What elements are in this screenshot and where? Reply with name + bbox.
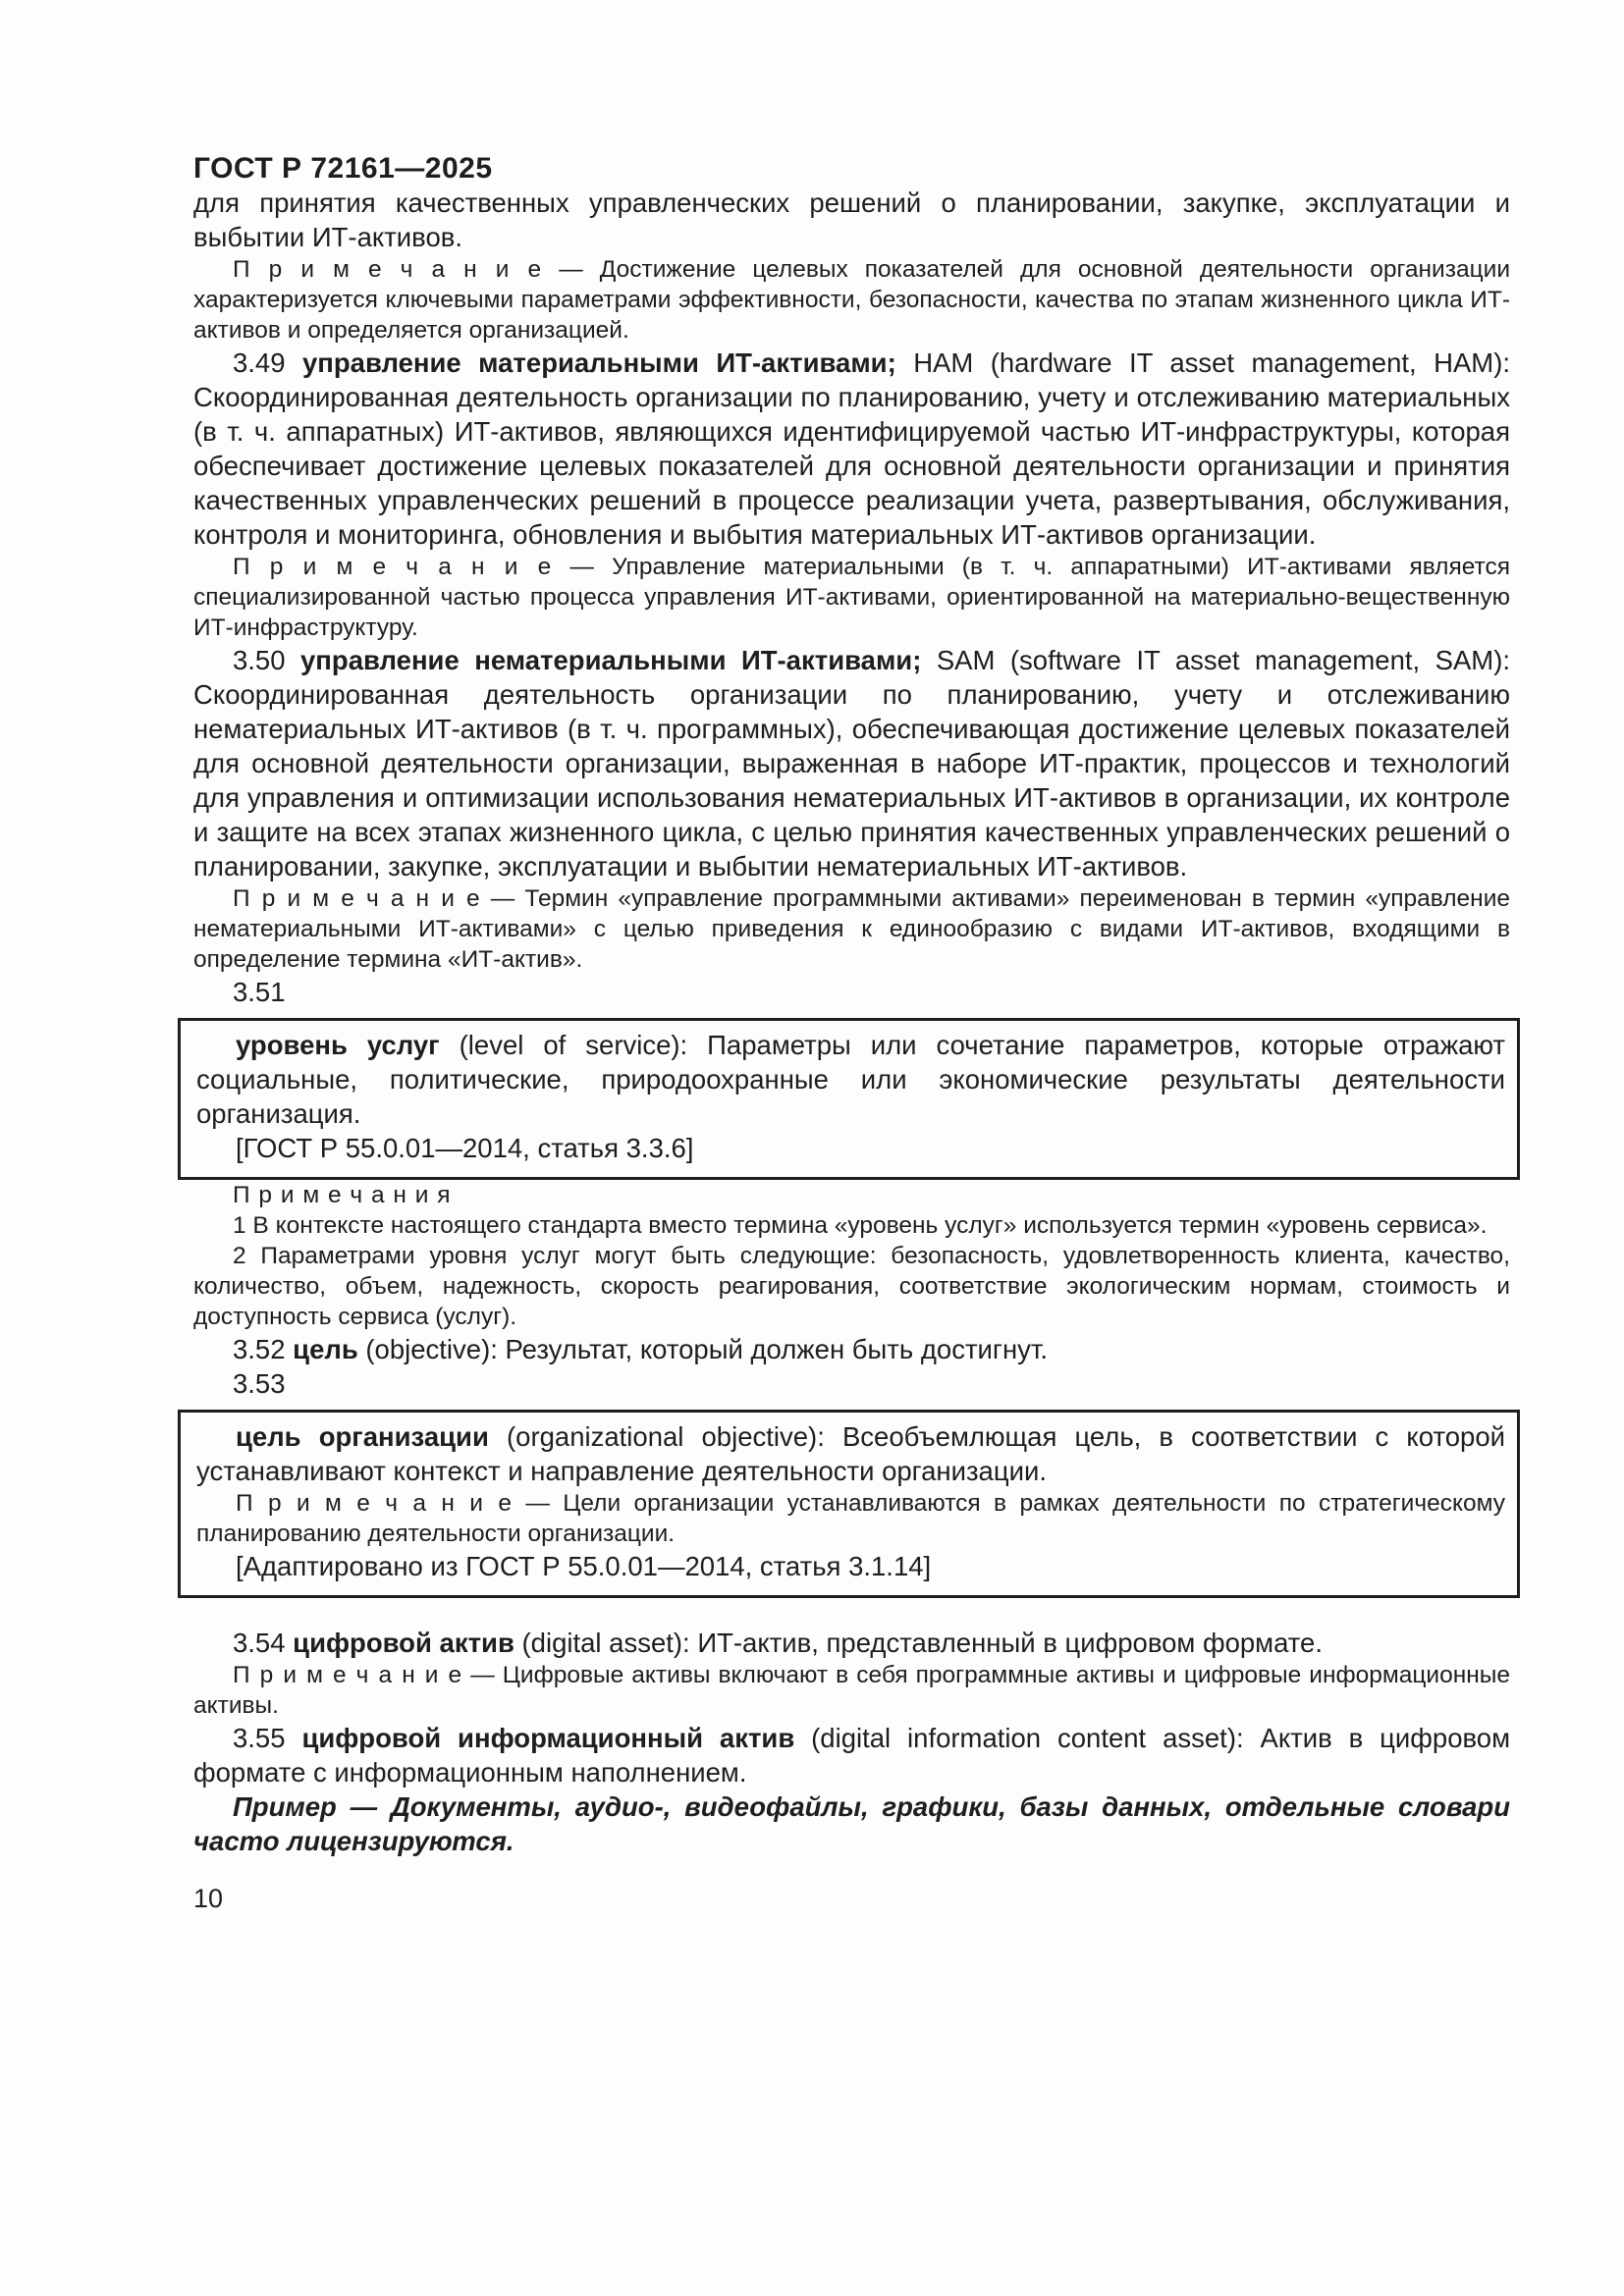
page-number: 10 bbox=[193, 1884, 224, 1913]
note-label: П р и м е ч а н и е bbox=[233, 554, 553, 580]
note-3-54 bbox=[193, 1660, 1510, 1721]
term-number: 3.54 bbox=[233, 1628, 286, 1658]
note-intro bbox=[193, 254, 1510, 346]
term-definition: (level of service): Параметры или сочетание параметров, которые отражают социальные, политические, природоохранные или экономические результаты деятельности организация. bbox=[196, 1030, 1506, 1129]
term-definition: HAM (hardware IT asset management, HAM): Скоординированная деятельность организации по планированию, учету и отслеживанию материальных (в т. ч. аппаратных) ИТ-активов, являющихся идентифицируемой частью ИТ-инфраструктуры, которая обеспечивает достижение целевых показателей для основной деятельности организации и принятия качественных управленческих решений в процессе реализации учета, развертывания, обслуживания, контроля и мониторинга, обновления и выбытия материальных ИТ-активов организации. bbox=[193, 347, 1511, 550]
note-text: — Термин «управление программными активами» переименован в термин «управление нематериальными ИТ-активами» с целью приведения к единообразию с видами ИТ-активов, входящими в определение термина «ИТ-актив». bbox=[193, 885, 1511, 973]
term-definition: (objective): Результат, который должен быть достигнут. bbox=[365, 1334, 1049, 1364]
term-name: цифровой актив bbox=[293, 1628, 514, 1658]
term-name: цель bbox=[293, 1334, 358, 1364]
term-definition: SAM (software IT asset management, SAM): Скоординированная деятельность организации по планированию, учету и отслеживанию нематериальных ИТ-активов (в т. ч. программных), обеспечивающая достижение целевых показателей для основной деятельности организации, выраженная в наборе ИТ-практик, процессов и технологий для управления и оптимизации использования нематериальных ИТ-активов в организации, их контроле и защите на всех этапах жизненного цикла, с целью принятия качественных управленческих решений о планировании, закупке, эксплуатации и выбытии нематериальных ИТ-активов. bbox=[193, 645, 1511, 881]
note-label: П р и м е ч а н и е bbox=[233, 1662, 463, 1688]
term-name: цифровой информационный актив bbox=[301, 1723, 795, 1753]
term-3-55 bbox=[193, 1721, 1510, 1789]
note-text: — Управление материальными (в т. ч. аппаратными) ИТ-активами является специализированной частью процесса управления ИТ-активами, ориентированной на материально-вещественную ИТ-инфраструктуру. bbox=[193, 554, 1511, 641]
term-definition: (organizational objective): Всеобъемлющая цель, в соответствии с которой устанавливают контекст и направление деятельности организации. bbox=[196, 1421, 1505, 1486]
term-number: 3.49 bbox=[233, 347, 286, 378]
note-text: — Достижение целевых показателей для основной деятельности организации характеризуется ключевыми параметрами эффективности, безопасности, качества по этапам жизненного цикла ИТ-активов и определяется организацией. bbox=[193, 256, 1511, 344]
page-content bbox=[193, 152, 1510, 1941]
term-name: цель организации bbox=[236, 1421, 489, 1452]
note-label: П р и м е ч а н и е bbox=[233, 256, 543, 283]
definition-box-3-53 bbox=[178, 1410, 1520, 1598]
box-source-reference: [Адаптировано из ГОСТ Р 55.0.01—2014, статья 3.1.14] bbox=[236, 1551, 932, 1581]
term-number-3-53: 3.53 bbox=[233, 1368, 286, 1399]
term-name: уровень услуг bbox=[236, 1030, 440, 1060]
note-text: — Цифровые активы включают в себя программные активы и цифровые информационные активы. bbox=[193, 1662, 1510, 1719]
note-3-50 bbox=[193, 883, 1510, 975]
term-number-3-51: 3.51 bbox=[233, 977, 286, 1007]
note-item-2: 2 Параметрами уровня услуг могут быть следующие: безопасность, удовлетворенность клиента, качество, количество, объем, надежность, скорость реагирования, соответствие экологическим нормам, стоимость и доступность сервиса (услуг). bbox=[193, 1243, 1510, 1330]
term-3-50 bbox=[193, 643, 1510, 883]
term-number: 3.55 bbox=[233, 1723, 286, 1753]
term-name: управление материальными ИТ-активами; bbox=[301, 347, 896, 378]
term-definition: (digital asset): ИТ-актив, представленный в цифровом формате. bbox=[521, 1628, 1323, 1658]
example-3-55: Пример — Документы, аудио-, видеофайлы, графики, базы данных, отдельные словари часто лицензируются. bbox=[193, 1791, 1510, 1856]
note-item-1: 1 В контексте настоящего стандарта вместо термина «уровень услуг» используется термин «уровень сервиса». bbox=[233, 1212, 1488, 1239]
note-text: — Цели организации устанавливаются в рамках деятельности по стратегическому планированию деятельности организации. bbox=[196, 1490, 1505, 1547]
box-term-paragraph bbox=[196, 1028, 1505, 1131]
term-number: 3.52 bbox=[233, 1334, 286, 1364]
box-source-reference: [ГОСТ Р 55.0.01—2014, статья 3.3.6] bbox=[236, 1133, 694, 1163]
note-label: П р и м е ч а н и е bbox=[236, 1490, 513, 1517]
definition-box-3-51 bbox=[178, 1018, 1520, 1180]
term-3-54 bbox=[193, 1626, 1510, 1660]
notes-heading: П р и м е ч а н и я bbox=[233, 1182, 452, 1208]
term-name: управление нематериальными ИТ-активами; bbox=[300, 645, 922, 675]
doc-header: ГОСТ Р 72161—2025 bbox=[193, 152, 493, 185]
term-3-49 bbox=[193, 346, 1510, 552]
box-term-paragraph bbox=[196, 1419, 1505, 1488]
term-3-52 bbox=[193, 1332, 1510, 1366]
box-note bbox=[196, 1488, 1505, 1549]
note-3-49 bbox=[193, 552, 1510, 643]
paragraph-intro: для принятия качественных управленческих решений о планировании, закупке, эксплуатации и выбытии ИТ-активов. bbox=[193, 187, 1510, 252]
term-definition: (digital information content asset): Актив в цифровом формате с информационным наполнением. bbox=[193, 1723, 1511, 1788]
note-label: П р и м е ч а н и е bbox=[233, 885, 481, 912]
term-number: 3.50 bbox=[233, 645, 286, 675]
